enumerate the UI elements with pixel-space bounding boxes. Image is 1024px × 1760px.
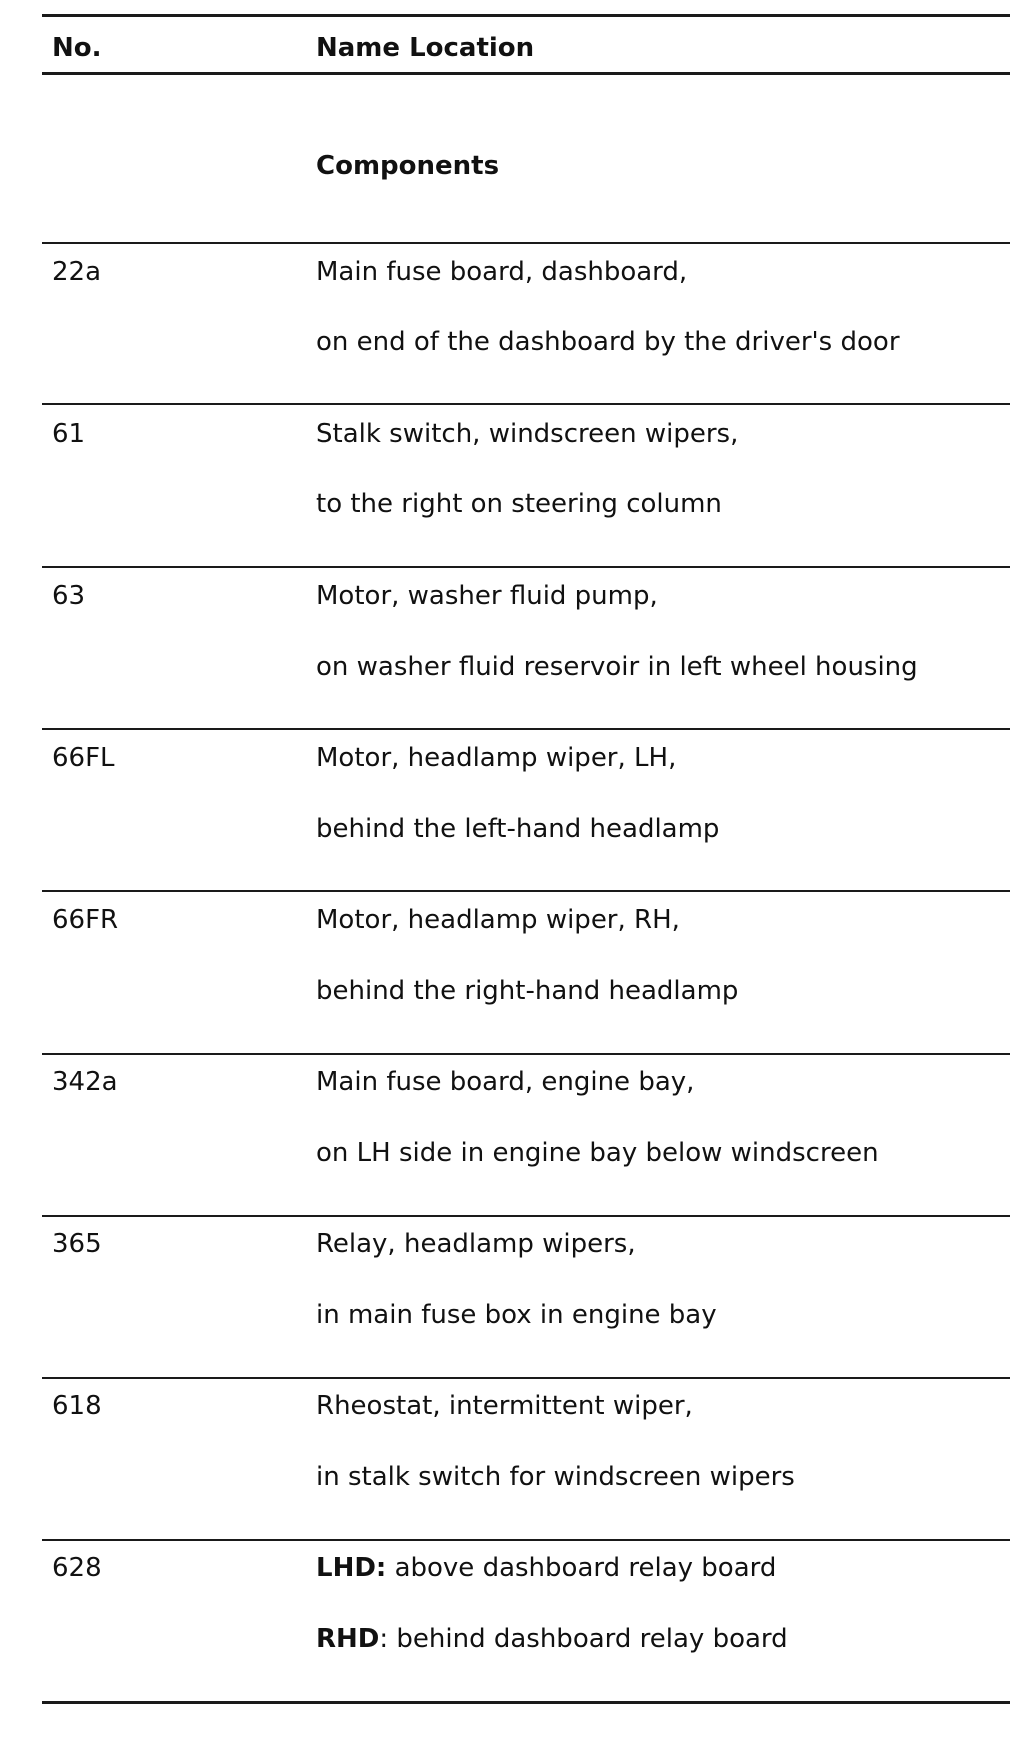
header-bottom-rule xyxy=(42,72,1010,75)
lhd-label: LHD: xyxy=(316,1553,387,1583)
rhd-text: : behind dashboard relay board xyxy=(379,1624,788,1654)
row-no: 628 xyxy=(52,1553,102,1583)
row-name: Motor, headlamp wiper, RH, xyxy=(316,905,680,935)
row-rhd-location xyxy=(316,1623,788,1655)
row-divider xyxy=(42,1053,1010,1055)
header-no: No. xyxy=(52,33,102,63)
row-name: Motor, washer fluid pump, xyxy=(316,581,658,611)
row-location: in stalk switch for windscreen wipers xyxy=(316,1462,795,1492)
row-no: 66FR xyxy=(52,905,119,935)
table-top-rule xyxy=(42,14,1010,17)
row-location: on end of the dashboard by the driver's door xyxy=(316,327,900,357)
row-divider xyxy=(42,1539,1010,1541)
row-name: Stalk switch, windscreen wipers, xyxy=(316,419,739,449)
row-location: behind the right-hand headlamp xyxy=(316,976,739,1006)
row-no: 22a xyxy=(52,257,102,287)
row-no: 618 xyxy=(52,1391,102,1421)
row-location: behind the left-hand headlamp xyxy=(316,814,720,844)
row-name: Relay, headlamp wipers, xyxy=(316,1229,636,1259)
row-divider xyxy=(42,566,1010,568)
row-no: 61 xyxy=(52,419,86,449)
row-name: Main fuse board, engine bay, xyxy=(316,1067,695,1097)
section-title: Components xyxy=(316,151,500,181)
table-bottom-rule xyxy=(42,1701,1010,1704)
rhd-label: RHD xyxy=(316,1624,380,1654)
row-divider xyxy=(42,728,1010,730)
row-name: Motor, headlamp wiper, LH, xyxy=(316,743,677,773)
components-table xyxy=(42,0,1010,1760)
row-divider xyxy=(42,403,1010,405)
row-no: 66FL xyxy=(52,743,115,773)
row-lhd-location xyxy=(316,1552,776,1584)
row-location: on LH side in engine bay below windscreen xyxy=(316,1138,879,1168)
lhd-text: above dashboard relay board xyxy=(386,1553,777,1583)
row-name: Rheostat, intermittent wiper, xyxy=(316,1391,693,1421)
row-location: to the right on steering column xyxy=(316,489,722,519)
row-location: on washer fluid reservoir in left wheel housing xyxy=(316,652,918,682)
row-divider xyxy=(42,242,1010,244)
row-name: Main fuse board, dashboard, xyxy=(316,257,688,287)
row-no: 342a xyxy=(52,1067,118,1097)
row-location: in main fuse box in engine bay xyxy=(316,1300,717,1330)
row-divider xyxy=(42,1215,1010,1217)
row-divider xyxy=(42,1377,1010,1379)
row-divider xyxy=(42,890,1010,892)
row-no: 63 xyxy=(52,581,86,611)
header-name-location: Name Location xyxy=(316,33,535,63)
row-no: 365 xyxy=(52,1229,102,1259)
